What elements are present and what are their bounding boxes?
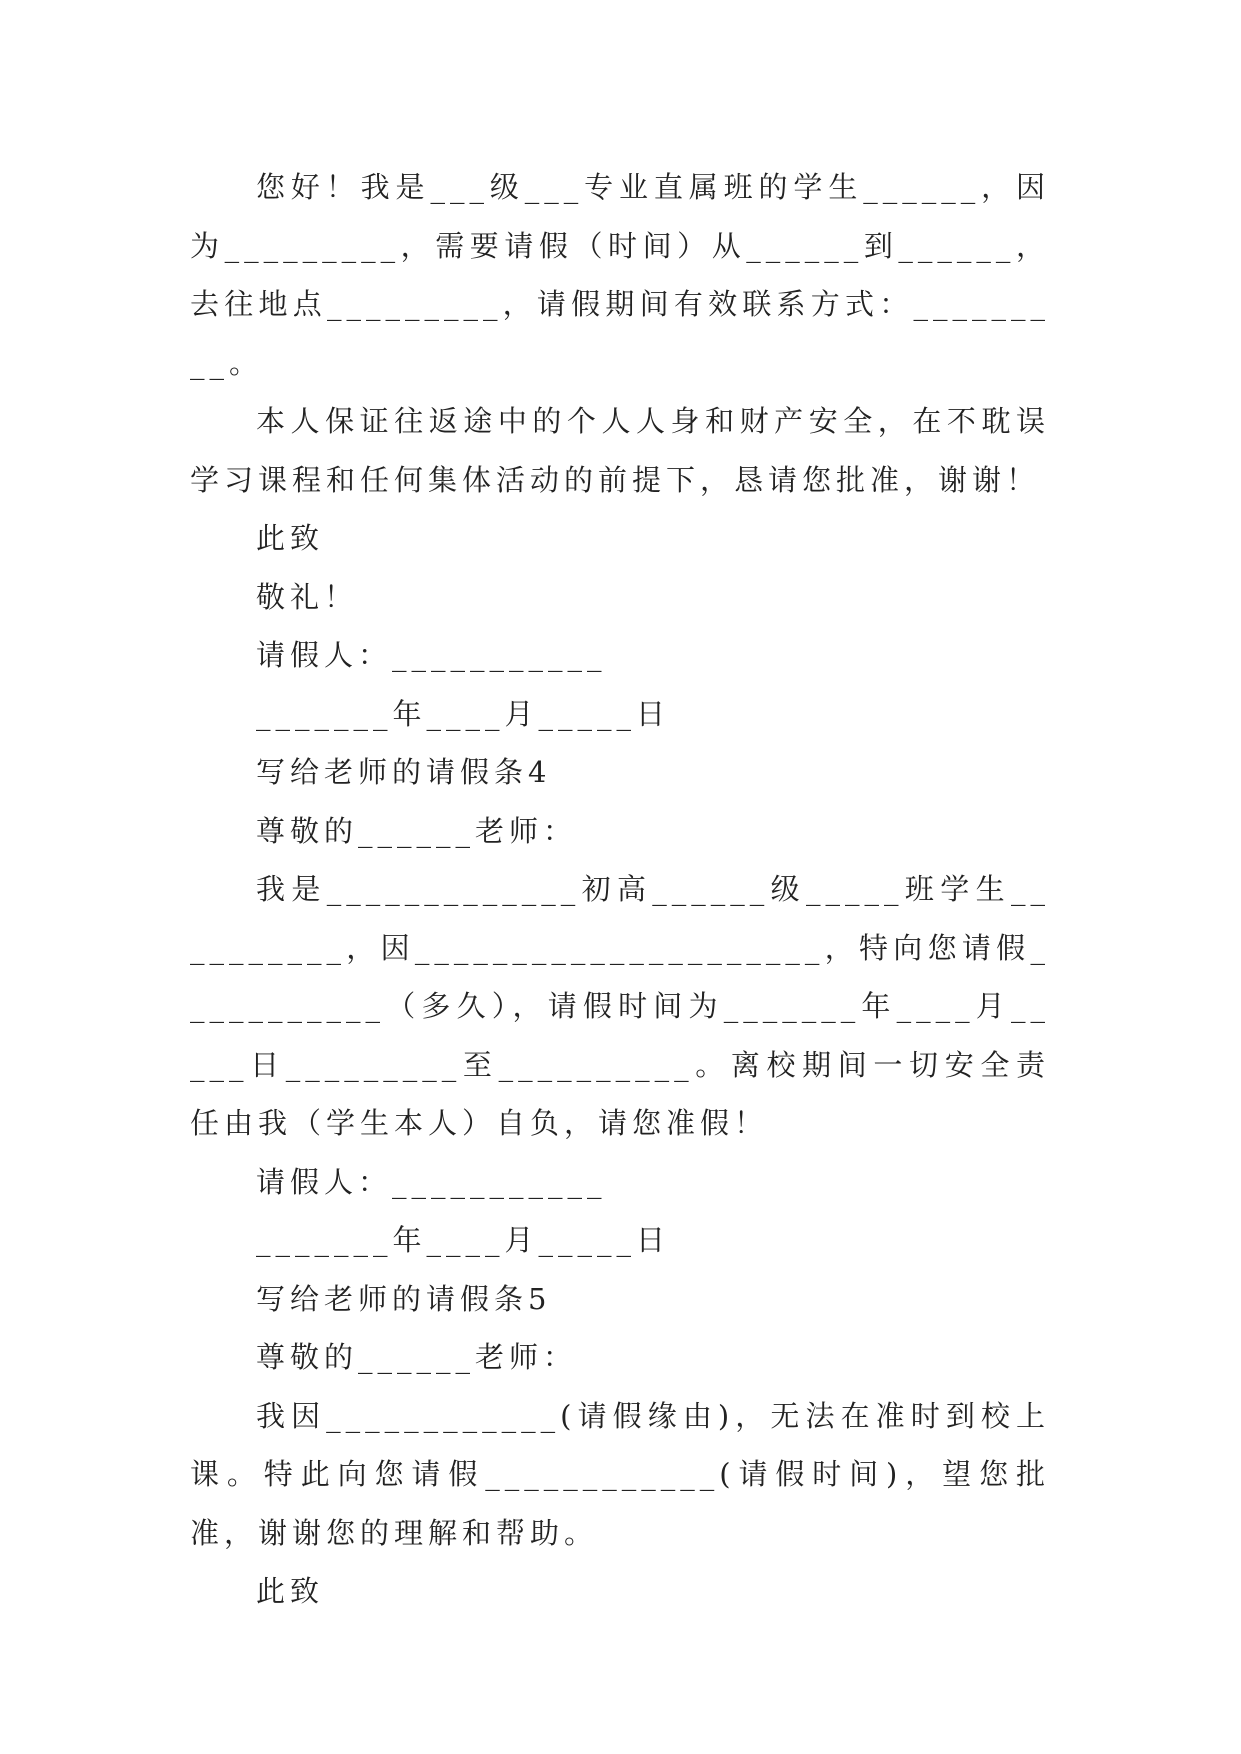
salutation-teacher: 尊敬的______老师： bbox=[256, 1340, 578, 1374]
date-line: _______年____月_____日 bbox=[256, 1223, 671, 1257]
salutation-teacher: 尊敬的______老师： bbox=[256, 813, 578, 848]
section-heading-5: 写给老师的请假条5 bbox=[256, 1281, 552, 1316]
paragraph-greeting: 您好！我是___级___专业直属班的学生______，因为_________，需要请假（时间）从______到______，去往地点_________，请假期间有效联系方式：_________。 bbox=[190, 170, 1050, 380]
signature-line: 请假人：___________ bbox=[256, 638, 607, 672]
paragraph-leave-request-4: 我是_____________初高______级_____班学生__________，因_____________________，特向您请假___________（多久），请假时间为_______年____月_____日_________至__________。离校期间一切安全责任由我（学生本人）自负，请您准假！ bbox=[190, 872, 1050, 1140]
date-line: _______年____月_____日 bbox=[256, 696, 671, 731]
section-heading-4: 写给老师的请假条4 bbox=[256, 755, 552, 789]
paragraph-guarantee: 本人保证往返途中的个人人身和财产安全，在不耽误学习课程和任何集体活动的前提下，恳请您批准，谢谢！ bbox=[190, 404, 1050, 497]
closing-cizhi: 此致 bbox=[256, 521, 325, 555]
document-body bbox=[190, 158, 1050, 1621]
signature-line: 请假人：___________ bbox=[256, 1164, 607, 1199]
paragraph-leave-request-5: 我因____________(请假缘由)，无法在准时到校上课。特此向您请假____________(请假时间)，望您批准，谢谢您的理解和帮助。 bbox=[190, 1398, 1050, 1550]
closing-jingli: 敬礼！ bbox=[256, 579, 359, 614]
closing-cizhi: 此致 bbox=[256, 1574, 325, 1608]
